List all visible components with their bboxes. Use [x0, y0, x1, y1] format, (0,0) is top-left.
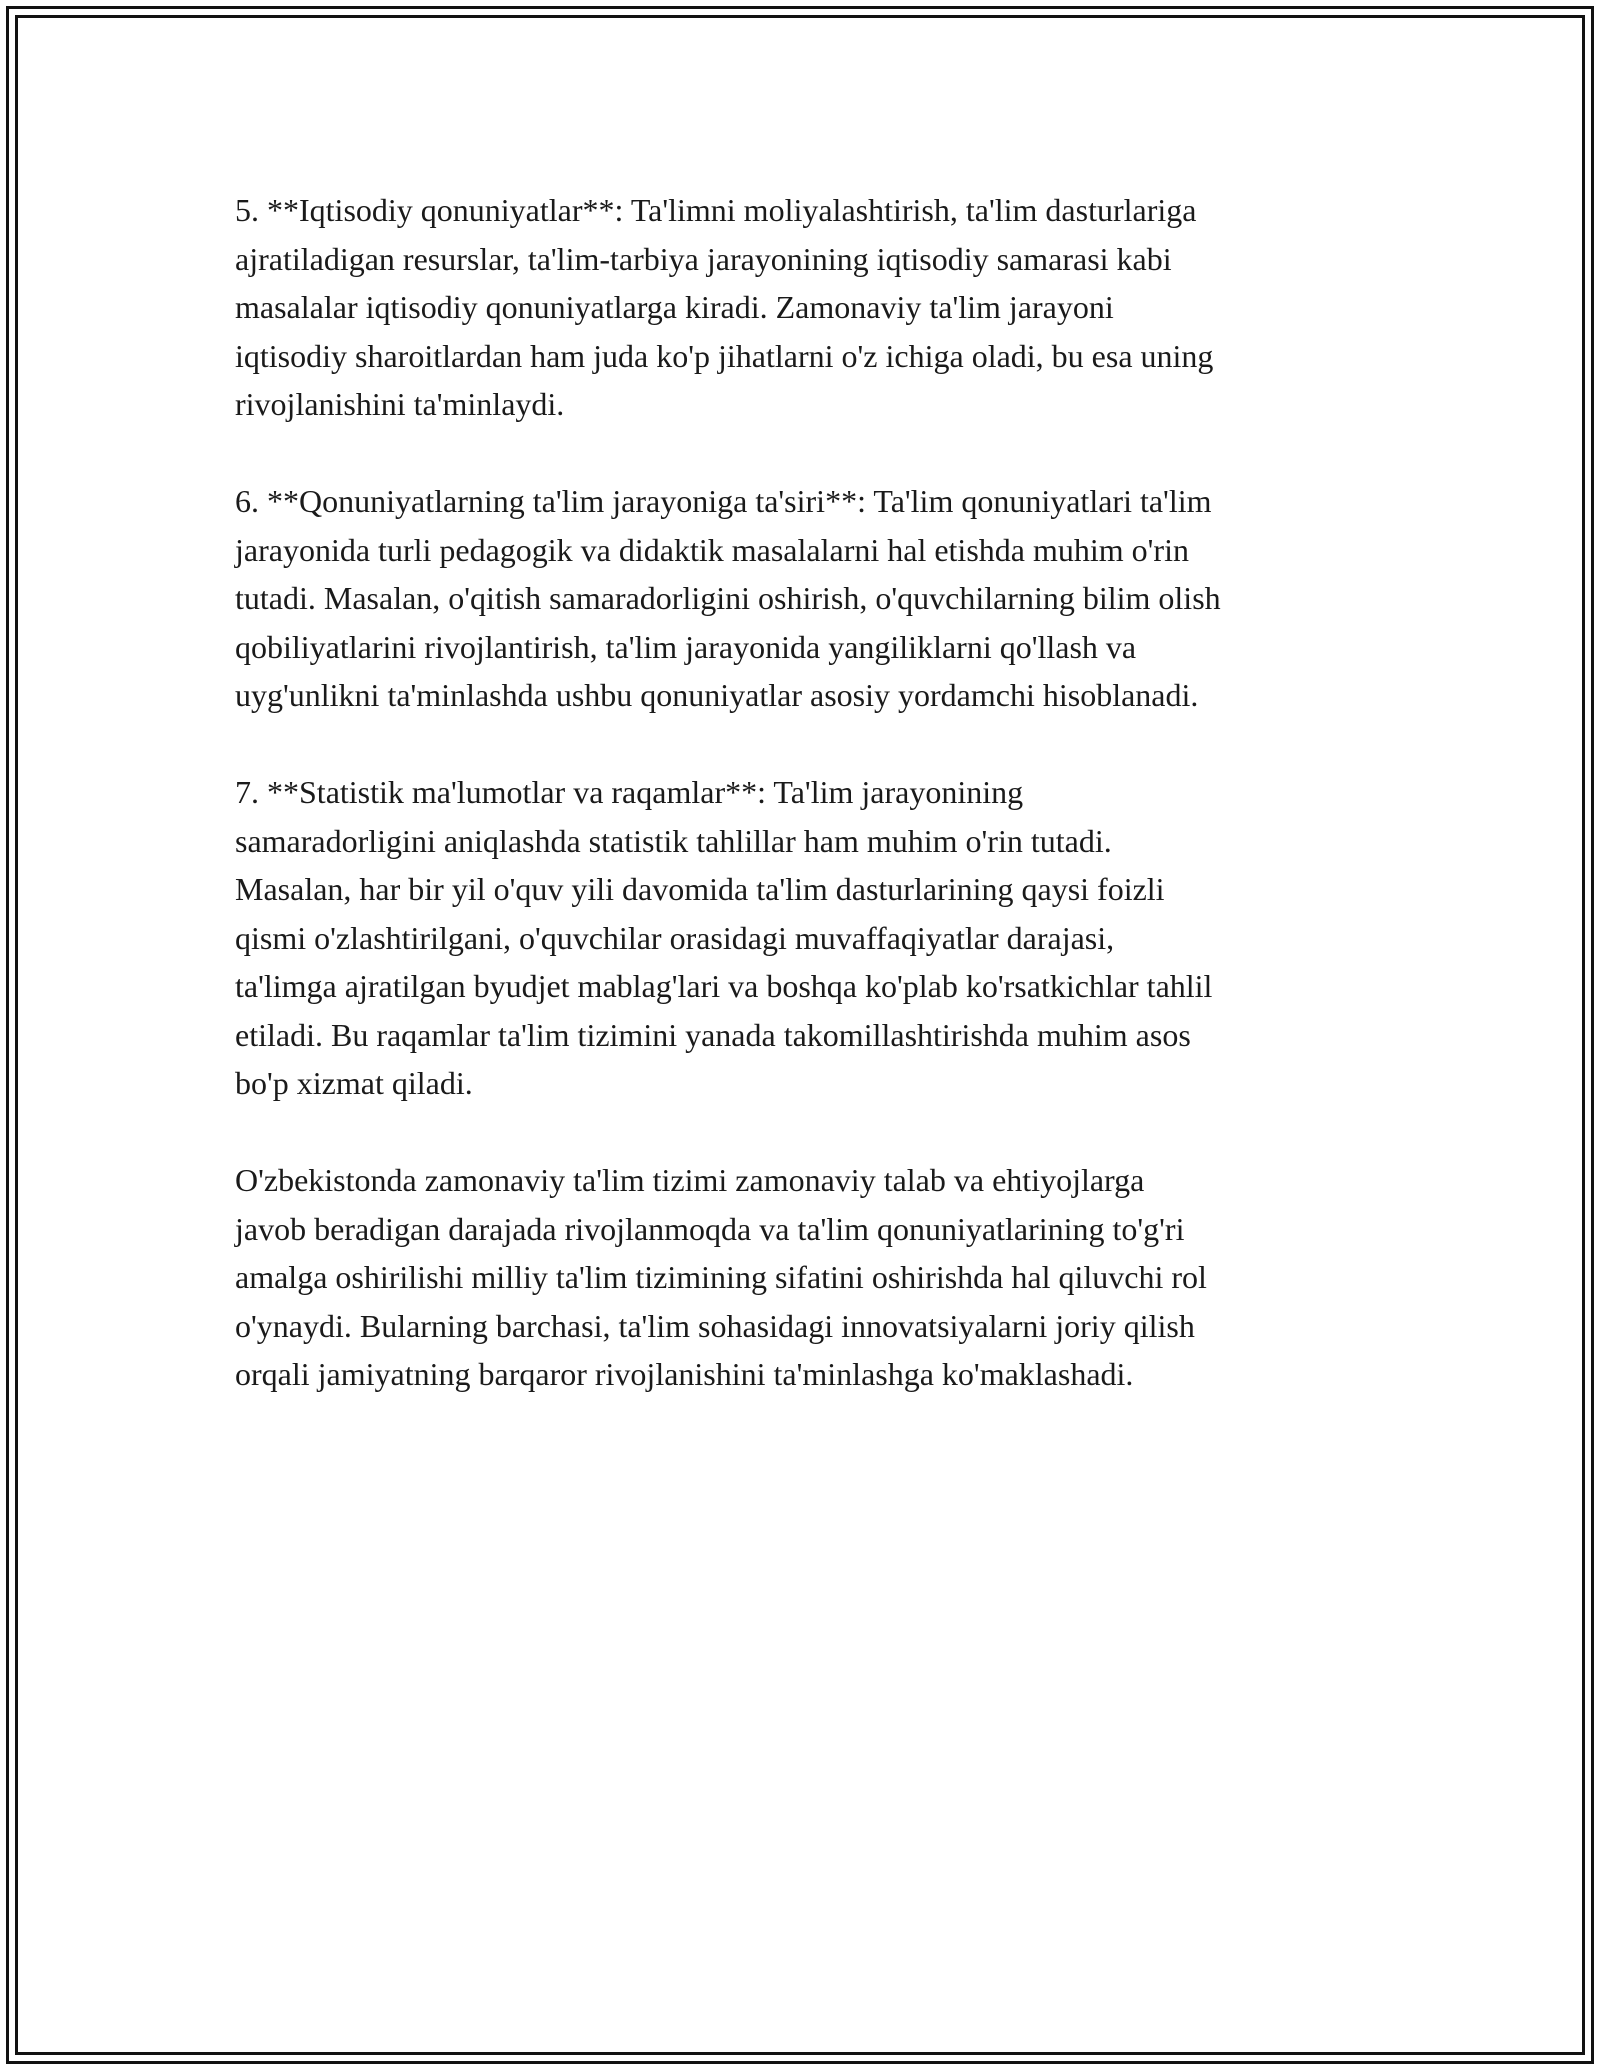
- text-line: 5. **Iqtisodiy qonuniyatlar**: Ta'limni moliyalashtirish, ta'lim dasturlariga: [235, 192, 1197, 228]
- text-line: tutadi. Masalan, o'qitish samaradorligini oshirish, o'quvchilarning bilim olish: [235, 580, 1221, 616]
- text-line: Masalan, har bir yil o'quv yili davomida ta'lim dasturlarining qaysi foizli: [235, 871, 1165, 907]
- text-line: ajratiladigan resurslar, ta'lim-tarbiya jarayonining iqtisodiy samarasi kabi: [235, 240, 1172, 277]
- text-line: O'zbekistonda zamonaviy ta'lim tizimi zamonaviy talab va ehtiyojlarga: [235, 1162, 1145, 1198]
- text-line: qobiliyatlarini rivojlantirish, ta'lim jarayonida yangiliklarni qo'llash va: [235, 628, 1137, 665]
- paragraph-conclusion: [235, 1156, 1375, 1399]
- text-line: uyg'unlikni ta'minlashda ushbu qonuniyatlar asosiy yordamchi hisoblanadi.: [235, 677, 1199, 713]
- text-line: rivojlanishini ta'minlaydi.: [235, 386, 565, 422]
- paragraph-statistics: [235, 768, 1375, 1108]
- text-line: etiladi. Bu raqamlar ta'lim tizimini yanada takomillashtirishda muhim asos: [235, 1016, 1191, 1053]
- text-line: orqali jamiyatning barqaror rivojlanishini ta'minlashga ko'maklashadi.: [235, 1356, 1134, 1392]
- text-line: amalga oshirilishi milliy ta'lim tizimining sifatini oshirishda hal qiluvchi rol: [235, 1259, 1207, 1295]
- text-line: 6. **Qonuniyatlarning ta'lim jarayoniga ta'siri**: Ta'lim qonuniyatlari ta'lim: [235, 483, 1212, 519]
- text-line: qismi o'zlashtirilgani, o'quvchilar orasidagi muvaffaqiyatlar darajasi,: [235, 919, 1115, 956]
- text-line: iqtisodiy sharoitlardan ham juda ko'p jihatlarni o'z ichiga oladi, bu esa uning: [235, 337, 1214, 374]
- text-line: samaradorligini aniqlashda statistik tahlillar ham muhim o'rin tutadi.: [235, 822, 1112, 859]
- text-line: masalalar iqtisodiy qonuniyatlarga kiradi. Zamonaviy ta'lim jarayoni: [235, 289, 1114, 325]
- text-line: ta'limga ajratilgan byudjet mablag'lari va boshqa ko'plab ko'rsatkichlar tahlil: [235, 968, 1213, 1004]
- paragraph-laws-influence: [235, 477, 1375, 720]
- paragraph-economic-laws: [235, 186, 1375, 429]
- text-line: o'ynaydi. Bularning barchasi, ta'lim sohasidagi innovatsiyalarni joriy qilish: [235, 1307, 1195, 1344]
- text-line: jarayonida turli pedagogik va didaktik masalalarni hal etishda muhim o'rin: [235, 531, 1189, 568]
- document-body: [235, 186, 1375, 1447]
- text-line: bo'p xizmat qiladi.: [235, 1065, 473, 1101]
- text-line: 7. **Statistik ma'lumotlar va raqamlar**: Ta'lim jarayonining: [235, 774, 1024, 810]
- text-line: javob beradigan darajada rivojlanmoqda va ta'lim qonuniyatlarining to'g'ri: [235, 1210, 1185, 1247]
